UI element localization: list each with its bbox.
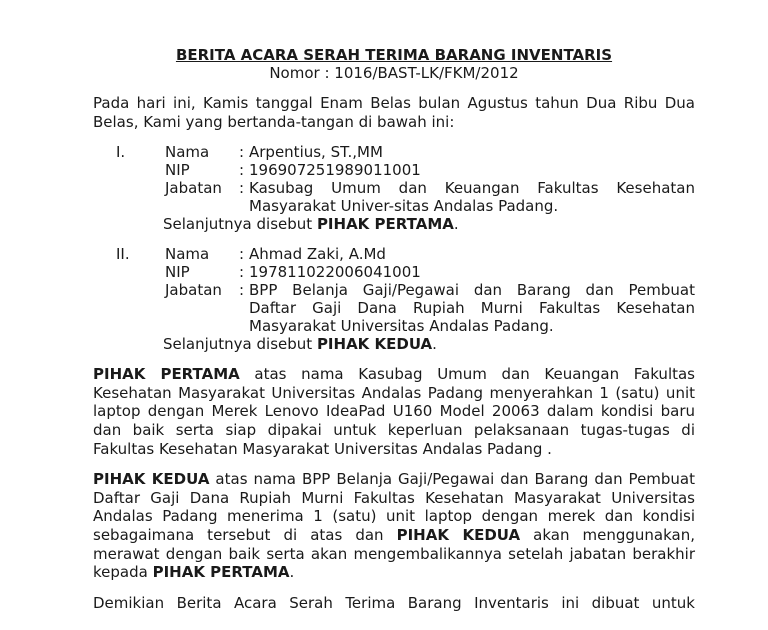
jabatan-label: Jabatan: [165, 179, 222, 198]
party-second: [93, 245, 695, 353]
jabatan-label: Jabatan: [165, 281, 222, 300]
nip-value: 197811022006041001: [249, 263, 421, 282]
document-number: Nomor : 1016/BAST-LK/FKM/2012: [269, 64, 519, 82]
name-row: [165, 143, 695, 161]
intro-paragraph: Pada hari ini, Kamis tanggal Enam Belas bulan Agustus tahun Dua Ribu Dua Belas, Kami yang bertanda-tangan di bawah ini:: [93, 94, 695, 131]
name-label: Nama: [165, 143, 210, 162]
nip-row: [165, 263, 695, 281]
role-first-party: PIHAK PERTAMA: [152, 563, 290, 582]
name-row: [165, 245, 695, 263]
closing-paragraph: Demikian Berita Acara Serah Terima Barang Inventaris ini dibuat untuk: [93, 593, 695, 612]
designation-role: PIHAK KEDUA: [316, 335, 433, 354]
nip-label: NIP: [165, 161, 190, 180]
designation-role: PIHAK PERTAMA: [316, 215, 454, 234]
designation-prefix: Selanjutnya disebut: [163, 335, 317, 354]
nip-value: 196907251989011001: [249, 161, 421, 180]
receipt-text-2: akan menggunakan, merawat dengan baik serta akan mengembalikannya setelah jabatan berakhir kepada: [93, 525, 695, 582]
party-numeral: I.: [116, 143, 126, 162]
name-value: Arpentius, ST.,MM: [249, 143, 383, 162]
jabatan-row: [165, 281, 695, 299]
designation-prefix: Selanjutnya disebut: [163, 215, 317, 234]
document-title: BERITA ACARA SERAH TERIMA BARANG INVENTARIS: [175, 46, 613, 64]
receipt-text-3: .: [289, 563, 295, 582]
colon: :: [239, 143, 245, 162]
document-page: [93, 46, 695, 624]
role-first-party: PIHAK PERTAMA: [93, 365, 240, 384]
colon: :: [239, 161, 245, 180]
jabatan-row: [165, 179, 695, 197]
party-first: [93, 143, 695, 233]
designation-suffix: .: [453, 215, 459, 234]
handover-paragraph: [93, 365, 695, 458]
name-value: Ahmad Zaki, A.Md: [249, 245, 386, 264]
jabatan-value-line1: BPP Belanja Gaji/Pegawai dan Barang dan Pembuat: [249, 281, 695, 300]
handover-text: atas nama Kasubag Umum dan Keuangan Fakultas Kesehatan Masyarakat Universitas Andalas Padang menyerahkan 1 (satu) unit laptop dengan Merek Lenovo IdeaPad U160 Model 20063 dalam kondisi baru dan baik serta siap dipakai untuk keperluan pelaksanaan tugas-tugas di Fakultas Kesehatan Masyarakat Universitas Andalas Padang .: [93, 365, 695, 458]
nip-row: [165, 161, 695, 179]
name-label: Nama: [165, 245, 210, 264]
role-second-party: PIHAK KEDUA: [396, 525, 521, 544]
designation-suffix: .: [432, 335, 437, 354]
party-designation: [163, 215, 695, 233]
colon: :: [239, 179, 245, 198]
receipt-paragraph: [93, 470, 695, 582]
jabatan-value-line1: Kasubag Umum dan Keuangan Fakultas Kesehatan: [249, 179, 695, 198]
jabatan-value-line3: Masyarakat Universitas Andalas Padang.: [249, 317, 554, 336]
receipt-text-1: atas nama BPP Belanja Gaji/Pegawai dan Barang dan Pembuat Daftar Gaji Dana Rupiah Murni Fakultas Kesehatan Masyarakat Universitas Andalas Padang menerima 1 (satu) unit laptop dengan merek dan kondisi sebagaimana tersebut di atas dan: [93, 470, 696, 544]
jabatan-value-line2: Masyarakat Univer-sitas Andalas Padang.: [249, 197, 559, 216]
party-numeral: II.: [116, 245, 130, 264]
jabatan-value-line2: Daftar Gaji Dana Rupiah Murni Fakultas Kesehatan: [249, 299, 695, 318]
colon: :: [239, 263, 245, 282]
role-second-party: PIHAK KEDUA: [93, 470, 210, 489]
party-designation: [163, 335, 695, 353]
nip-label: NIP: [165, 263, 190, 282]
colon: :: [239, 245, 245, 264]
colon: :: [239, 281, 245, 300]
